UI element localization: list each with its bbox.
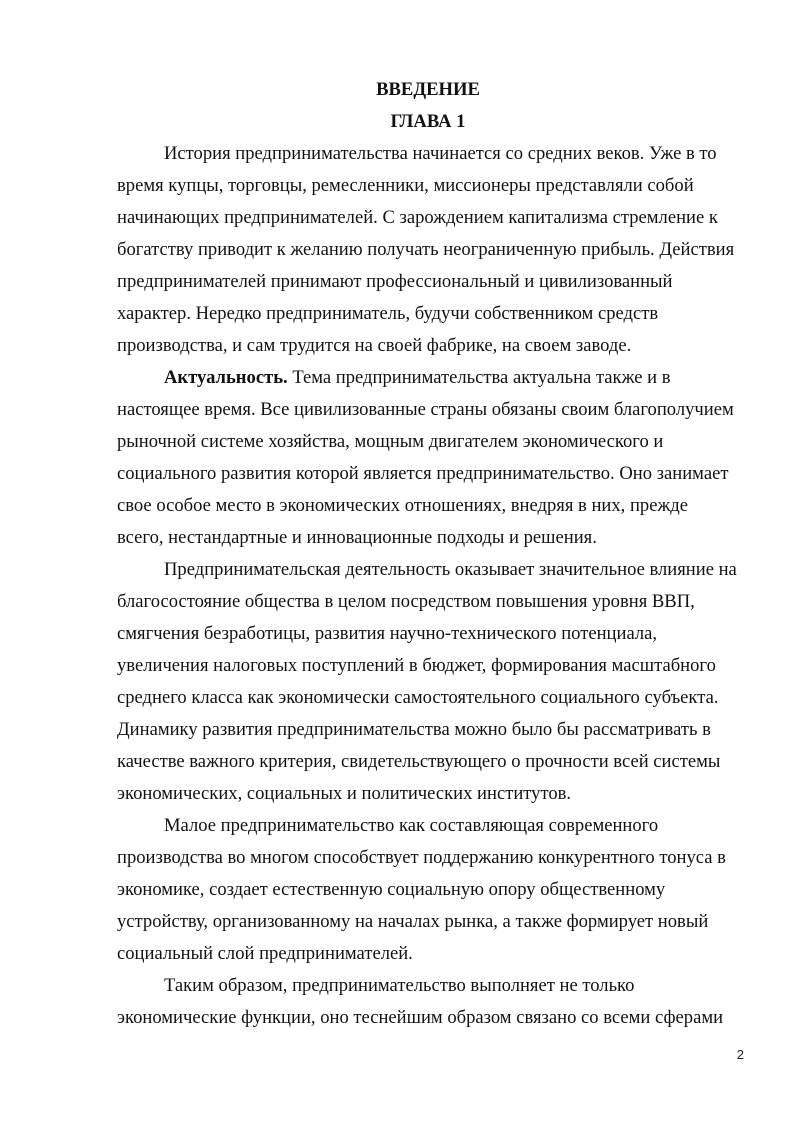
paragraph-text: Таким образом, предпринимательство выполняет не только экономические функции, оно теснейшим образом связано со всеми сферами bbox=[117, 975, 724, 1028]
paragraph-history bbox=[117, 138, 739, 362]
paragraph-text: Предпринимательская деятельность оказывает значительное влияние на благосостояние общества в целом посредством повышения уровня ВВП, смягчения безработицы, развития научно-технического потенциала, увеличения налоговых поступлений в бюджет, формирования масштабного среднего класса как экономически самостоятельного социального субъекта. Динамику развития предпринимательства можно было бы рассматривать в качестве важного критерия, свидетельствующего о прочности всей системы экономических, социальных и политических институтов. bbox=[117, 559, 737, 804]
paragraph-small-business bbox=[117, 810, 739, 970]
page-content bbox=[117, 74, 739, 1034]
page-number: 2 bbox=[736, 1047, 744, 1062]
paragraph-text: Тема предпринимательства актуальна также и в настоящее время. Все цивилизованные страны обязаны своим благополучием рыночной системе хозяйства, мощным двигателем экономического и социального развития которой является предпринимательство. Оно занимает свое особое место в экономических отношениях, внедряя в них, прежде всего, нестандартные и инновационные подходы и решения. bbox=[117, 367, 734, 548]
paragraph-influence bbox=[117, 554, 739, 810]
heading-chapter-1: ГЛАВА 1 bbox=[390, 111, 466, 132]
paragraph-text: История предпринимательства начинается со средних веков. Уже в то время купцы, торговцы, ремесленники, миссионеры представляли собой начинающих предпринимателей. С зарождением капитализма стремление к богатству приводит к желанию получать неограниченную прибыль. Действия предпринимателей принимают профессиональный и цивилизованный характер. Нередко предприниматель, будучи собственником средств производства, и сам трудится на своей фабрике, на своем заводе. bbox=[117, 143, 735, 356]
paragraph-lead-relevance: Актуальность. bbox=[164, 367, 288, 388]
paragraph-text: Малое предпринимательство как составляющая современного производства во многом способствует поддержанию конкурентного тонуса в экономике, создает естественную социальную опору общественному устройству, организованному на началах рынка, а также формирует новый социальный слой предпринимателей. bbox=[117, 815, 726, 964]
heading-introduction: ВВЕДЕНИЕ bbox=[376, 79, 480, 100]
paragraph-relevance bbox=[117, 362, 739, 554]
paragraph-conclusion bbox=[117, 970, 739, 1034]
